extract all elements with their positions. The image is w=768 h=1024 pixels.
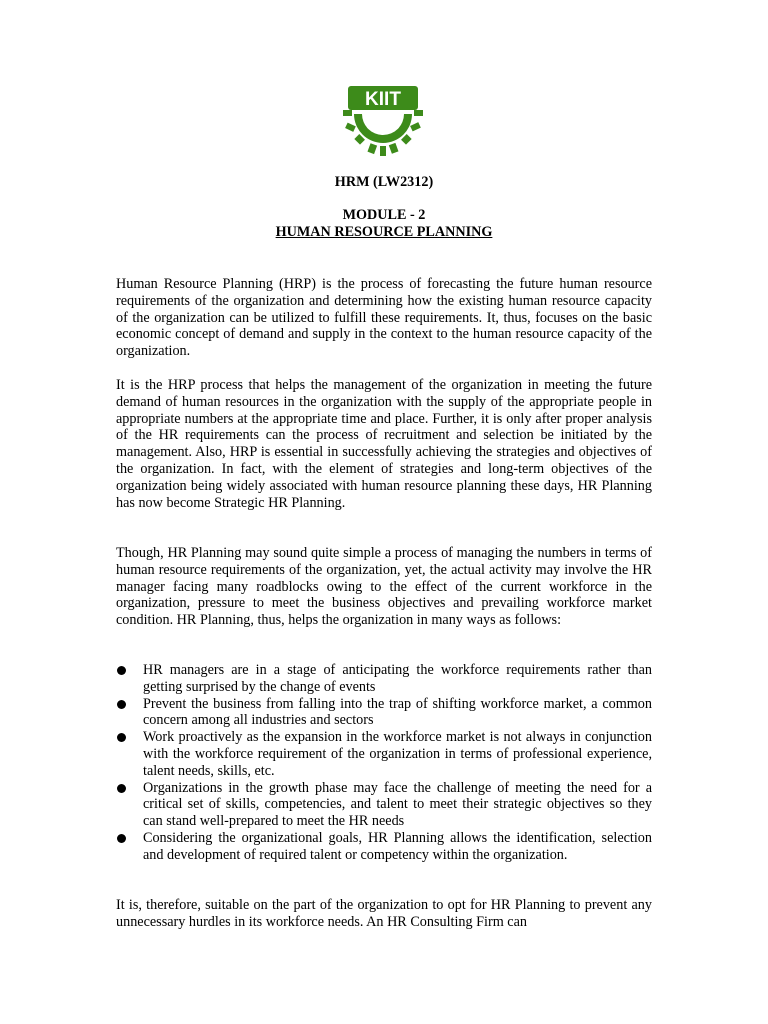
benefits-list xyxy=(116,662,652,864)
list-item-text: HR managers are in a stage of anticipating the workforce requirements rather than getting surprised by the change of events xyxy=(143,662,652,695)
paragraph-conclusion: It is, therefore, suitable on the part of the organization to opt for HR Planning to prevent any unnecessary hurdles in its workforce needs. An HR Consulting Firm can xyxy=(116,897,652,930)
list-item-text: Organizations in the growth phase may face the challenge of meeting the need for a critical set of skills, competencies, and talent to meet their strategic objectives so they can stand well-prepared to meet the HR needs xyxy=(143,779,652,830)
kiit-logo xyxy=(340,84,426,156)
page-title: HUMAN RESOURCE PLANNING xyxy=(275,224,493,240)
list-item xyxy=(116,780,652,830)
list-item xyxy=(116,729,652,779)
bullet-icon xyxy=(117,733,126,742)
bullet-icon xyxy=(117,666,126,675)
list-item-text: Work proactively as the expansion in the workforce market is not always in conjunction with the workforce requirement of the organization in terms of professional experience, talent needs, skills, etc. xyxy=(143,729,652,779)
paragraph-intro: Human Resource Planning (HRP) is the process of forecasting the future human resource requirements of the organization and determining how the existing human resource capacity of the organization can be utilized to fulfill these requirements. It, thus, focuses on the basic economic concept of demand and supply in the context to the human resource capacity of the organization. xyxy=(116,276,652,360)
bullet-icon xyxy=(117,834,126,843)
list-item-text: Prevent the business from falling into the trap of shifting workforce market, a common concern among all industries and sectors xyxy=(143,695,652,729)
bullet-icon xyxy=(117,784,126,793)
paragraph-hrp-process: It is the HRP process that helps the management of the organization in meeting the future demand of human resources in the organization with the supply of the appropriate people in appropriate numbers at the appropriate time and place. Further, it is only after proper analysis of the HR requirements can the process of recruitment and selection be initiated by the management. Also, HRP is essential in successfully achieving the strategies and objectives of the organization. In fact, with the element of strategies and long-term objectives of the organization being widely associated with human resource planning these days, HR Planning has now become Strategic HR Planning. xyxy=(116,377,652,511)
list-item xyxy=(116,662,652,696)
bullet-icon xyxy=(117,700,126,709)
list-item-text: Considering the organizational goals, HR Planning allows the identification, selection and development of required talent or competency within the organization. xyxy=(143,829,652,863)
list-item xyxy=(116,696,652,730)
course-code: HRM (LW2312) xyxy=(334,174,434,190)
paragraph-hr-planning: Though, HR Planning may sound quite simple a process of managing the numbers in terms of human resource requirements of the organization, yet, the actual activity may involve the HR manager facing many roadblocks owing to the effect of the current workforce in the organization, pressure to meet the business objectives and prevailing workforce market condition. HR Planning, thus, helps the organization in many ways as follows: xyxy=(116,545,652,629)
list-item xyxy=(116,830,652,864)
module-label: MODULE - 2 xyxy=(342,207,426,223)
logo-text: KIIT xyxy=(365,89,401,110)
